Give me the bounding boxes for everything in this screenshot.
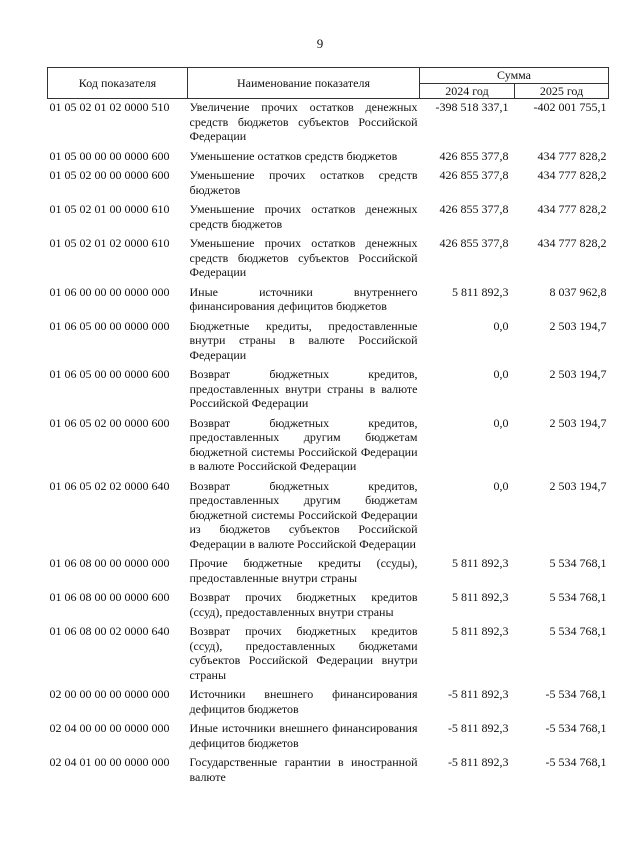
table-row	[48, 284, 609, 318]
row-value-2025: 5 534 768,1	[549, 556, 607, 570]
row-value-2024: -5 811 892,3	[447, 687, 509, 701]
row-name: Уменьшение остатков средств бюджетов	[189, 148, 398, 163]
row-value-2025: 5 534 768,1	[549, 590, 607, 604]
row-code: 01 06 08 00 00 0000 000	[49, 556, 170, 570]
row-value-2024: 426 855 377,8	[439, 202, 509, 216]
row-value-2025: -402 001 755,1	[533, 100, 607, 114]
row-code: 01 05 02 01 02 0000 610	[49, 236, 170, 250]
row-name: Источники внешнего финансирования дефицитов бюджетов	[189, 687, 418, 716]
row-name: Бюджетные кредиты, предоставленные внутри страны в валюте Российской Федерации	[189, 318, 418, 362]
row-value-2024: 0,0	[493, 318, 509, 333]
row-value-2025: 2 503 194,7	[549, 415, 607, 430]
page-number: 9	[316, 36, 324, 51]
table-row	[48, 623, 609, 686]
row-name: Уменьшение прочих остатков средств бюджетов	[189, 168, 418, 197]
table-row	[48, 318, 609, 367]
row-name: Возврат прочих бюджетных кредитов (ссуд), предоставленных бюджетами субъектов Российской Федерации внутри страны	[189, 624, 418, 682]
row-name: Возврат прочих бюджетных кредитов (ссуд), предоставленных внутри страны	[189, 590, 418, 619]
row-code: 01 06 05 00 00 0000 600	[49, 367, 170, 381]
table-row	[48, 148, 609, 168]
table-row	[48, 686, 609, 720]
table-row	[48, 720, 609, 754]
row-value-2025: 434 777 828,2	[537, 236, 607, 250]
row-value-2024: 0,0	[493, 478, 509, 493]
row-value-2024: 0,0	[493, 415, 509, 430]
row-value-2025: 2 503 194,7	[549, 318, 607, 333]
row-name: Иные источники внешнего финансирования дефицитов бюджетов	[189, 721, 418, 750]
row-code: 01 05 02 01 02 0000 510	[49, 100, 170, 114]
row-code: 01 06 08 00 02 0000 640	[49, 624, 170, 638]
table-row	[48, 99, 609, 148]
row-value-2025: 434 777 828,2	[537, 148, 607, 163]
table-row	[48, 167, 609, 201]
row-name: Увеличение прочих остатков денежных средств бюджетов субъектов Российской Федерации	[189, 100, 418, 143]
row-code: 01 06 05 00 00 0000 000	[49, 318, 170, 333]
row-code: 02 04 00 00 00 0000 000	[49, 721, 170, 735]
row-name: Иные источники внутреннего финансирования дефицитов бюджетов	[189, 284, 418, 313]
table-row	[48, 415, 609, 478]
row-code: 01 05 02 00 00 0000 600	[49, 168, 170, 182]
header-year-2025: 2025 год	[515, 83, 609, 99]
table-body	[48, 99, 609, 789]
row-name: Уменьшение прочих остатков денежных средств бюджетов	[189, 202, 418, 231]
row-value-2025: 5 534 768,1	[549, 624, 607, 638]
table-header	[48, 68, 609, 99]
row-code: 01 06 00 00 00 0000 000	[49, 284, 170, 299]
row-value-2024: 426 855 377,8	[439, 236, 509, 250]
row-value-2024: 5 811 892,3	[451, 284, 509, 299]
row-code: 01 06 05 02 00 0000 600	[49, 415, 170, 430]
table-row	[48, 555, 609, 589]
row-value-2025: 2 503 194,7	[549, 367, 607, 381]
table-row	[48, 589, 609, 623]
table-row	[48, 235, 609, 284]
row-code: 01 06 08 00 00 0000 600	[49, 590, 170, 604]
row-value-2024: 426 855 377,8	[439, 148, 509, 163]
table-row	[48, 478, 609, 556]
row-value-2025: -5 534 768,1	[545, 721, 607, 735]
header-sum: Сумма	[420, 68, 609, 84]
row-name: Прочие бюджетные кредиты (ссуды), предоставленные внутри страны	[189, 556, 418, 585]
row-value-2024: -398 518 337,1	[435, 100, 509, 114]
row-code: 01 05 02 01 00 0000 610	[49, 202, 170, 216]
row-value-2025: 8 037 962,8	[549, 284, 607, 299]
row-value-2024: 426 855 377,8	[439, 168, 509, 182]
row-code: 01 05 00 00 00 0000 600	[49, 148, 170, 163]
row-value-2024: -5 811 892,3	[447, 721, 509, 735]
row-value-2024: 0,0	[493, 367, 509, 381]
header-name: Наименование показателя	[188, 68, 420, 99]
row-code: 01 06 05 02 02 0000 640	[49, 478, 170, 493]
row-code: 02 04 01 00 00 0000 000	[49, 755, 170, 769]
row-value-2025: 434 777 828,2	[537, 202, 607, 216]
row-value-2024: 5 811 892,3	[451, 590, 509, 604]
table-row	[48, 201, 609, 235]
row-name: Возврат бюджетных кредитов, предоставленных внутри страны в валюте Российской Федерации	[189, 367, 418, 410]
row-value-2025: -5 534 768,1	[545, 687, 607, 701]
row-name: Возврат бюджетных кредитов, предоставленных другим бюджетам бюджетной системы Российской Федерации из бюджетов субъектов Российской Федерации в валюте Российской Федерации	[189, 478, 418, 551]
budget-sources-table	[47, 67, 609, 788]
row-value-2024: -5 811 892,3	[447, 755, 509, 769]
row-value-2025: 434 777 828,2	[537, 168, 607, 182]
row-value-2024: 5 811 892,3	[451, 556, 509, 570]
row-value-2025: 2 503 194,7	[549, 478, 607, 493]
row-code: 02 00 00 00 00 0000 000	[49, 687, 170, 701]
header-code: Код показателя	[48, 68, 188, 99]
row-name: Возврат бюджетных кредитов, предоставленных другим бюджетам бюджетной системы Российской Федерации в валюте Российской Федерации	[189, 415, 418, 473]
table-row	[48, 754, 609, 788]
header-year-2024: 2024 год	[420, 83, 515, 99]
table-row	[48, 366, 609, 415]
row-name: Государственные гарантии в иностранной валюте	[189, 755, 418, 784]
row-value-2025: -5 534 768,1	[545, 755, 607, 769]
row-name: Уменьшение прочих остатков денежных средств бюджетов субъектов Российской Федерации	[189, 236, 418, 279]
row-value-2024: 5 811 892,3	[451, 624, 509, 638]
